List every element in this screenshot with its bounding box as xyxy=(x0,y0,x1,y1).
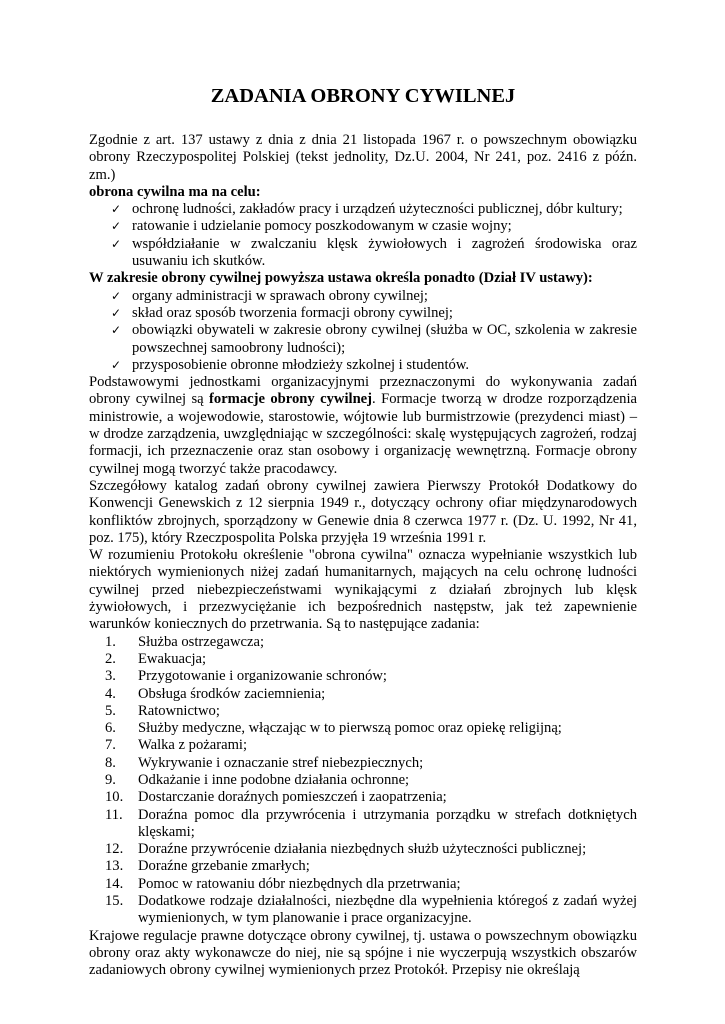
list-item: 13. Doraźne grzebanie zmarłych; xyxy=(105,858,310,875)
checkmark-icon: ✓ xyxy=(111,219,122,234)
goals-heading: obrona cywilna ma na celu: xyxy=(89,183,261,200)
list-item: 6. Służby medyczne, włączając w to pierwszą pomoc oraz opiekę religijną; xyxy=(105,720,562,737)
list-item: ✓ ochronę ludności, zakładów pracy i urządzeń użyteczności publicznej, dóbr kultury; xyxy=(111,201,623,218)
checkmark-icon: ✓ xyxy=(111,323,122,338)
list-item: ✓ ratowanie i udzielanie pomocy poszkodowanym w czasie wojny; xyxy=(111,218,512,235)
scope-list xyxy=(89,288,637,374)
list-item: 14. Pomoc w ratowaniu dóbr niezbędnych dla przetrwania; xyxy=(105,875,461,892)
checkmark-icon: ✓ xyxy=(111,305,122,320)
closing-paragraph: Krajowe regulacje prawne dotyczące obrony cywilnej, tj. ustawa o powszechnym obowiązku obrony oraz akty wykonawcze do niej, nie są spójne i nie wyczerpują wszystkich obszarów zadaniowych obrony cywilnej wymienionych przez Protokół. Przepisy nie określają xyxy=(89,927,637,979)
list-item: 11. Doraźna pomoc dla przywrócenia i utrzymania porządku w strefach dotkniętych klęskami; xyxy=(105,806,637,840)
list-item: ✓ skład oraz sposób tworzenia formacji obrony cywilnej; xyxy=(111,304,453,321)
list-item: ✓ organy administracji w sprawach obrony cywilnej; xyxy=(111,287,428,304)
list-item: ✓ współdziałanie w zwalczaniu klęsk żywiołowych i zagrożeń środowiska oraz usuwaniu ich skutków. xyxy=(111,235,637,270)
list-item: 3. Przygotowanie i organizowanie schronów; xyxy=(105,668,387,685)
list-item: 7. Walka z pożarami; xyxy=(105,737,248,754)
scope-heading: W zakresie obrony cywilnej powyższa ustawa określa ponadto (Dział IV ustawy): xyxy=(89,270,593,287)
units-paragraph: Podstawowymi jednostkami organizacyjnymi przeznaczonymi do wykonywania zadań obrony cywilnej są formacje obrony cywilnej. Formacje tworzą w drodze rozporządzenia ministrowie, a wojewodowie, starostowie, wójtowie lub burmistrzowie (prezydenci miast) – w drodze zarządzenia, uwzględniając w szczególności: skalę występujących zagrożeń, rodzaj formacji, ich przeznaczenie oraz stan osobowy i organizację wewnętrzną. Formacje obrony cywilnej mogą tworzyć także pracodawcy. xyxy=(89,374,638,477)
list-item: 15. Dodatkowe rodzaje działalności, niezbędne dla wypełnienia któregoś z zadań wyżej wymienionych, w tym planowanie i prace organizacyjne. xyxy=(105,893,637,927)
list-item: 9. Odkażanie i inne podobne działania ochronne; xyxy=(105,771,410,788)
checkmark-icon: ✓ xyxy=(111,202,122,217)
list-item: ✓ obowiązki obywateli w zakresie obrony cywilnej (służba w OC, szkolenia w zakresie powszechnej samoobrony ludności); xyxy=(111,322,637,356)
intro-paragraph: Zgodnie z art. 137 ustawy z dnia z dnia 21 listopada 1967 r. o powszechnym obowiązku obrony Rzeczypospolitej Polskiej (tekst jednolity, Dz.U. 2004, Nr 241, poz. 2416 z późn. zm.) xyxy=(89,132,637,183)
document-title: ZADANIA OBRONY CYWILNEJ xyxy=(210,85,516,107)
checkmark-icon: ✓ xyxy=(111,288,122,303)
list-item: 12. Doraźne przywrócenie działania niezbędnych służb użyteczności publicznej; xyxy=(105,841,587,858)
checkmark-icon: ✓ xyxy=(111,236,122,251)
checkmark-icon: ✓ xyxy=(111,357,122,372)
goals-list xyxy=(89,201,637,270)
list-item: 2. Ewakuacja; xyxy=(105,650,207,667)
list-item: 4. Obsługa środków zaciemnienia; xyxy=(105,685,326,702)
tasks-list xyxy=(89,634,637,928)
protocol-paragraph: W rozumieniu Protokołu określenie "obrona cywilna" oznacza wypełnianie wszystkich lub niektórych wymienionych niżej zadań humanitarnych, mających na celu ochronę ludności cywilnej przed niebezpieczeństwami wynikającymi z działań zbrojnych lub klęsk żywiołowych, i przezwyciężanie ich bezpośrednich następstw, jak też zapewnienie warunków koniecznych do przetrwania. Są to następujące zadania: xyxy=(89,547,637,633)
units-bold-term: formacje obrony cywilnej xyxy=(209,391,373,408)
list-item: 10. Dostarczanie doraźnych pomieszczeń i zaopatrzenia; xyxy=(105,789,447,806)
catalog-paragraph: Szczegółowy katalog zadań obrony cywilnej zawiera Pierwszy Protokół Dodatkowy do Konwencji Genewskich z 12 sierpnia 1949 r., dotyczący ochrony ofiar międzynarodowych konfliktów zbrojnych, sporządzony w Genewie dnia 8 czerwca 1977 r. (Dz. U. 1992, Nr 41, poz. 175), który Rzeczpospolita Polska przyjęła 19 września 1991 r. xyxy=(89,477,637,546)
list-item: 8. Wykrywanie i oznaczanie stref niebezpiecznych; xyxy=(105,754,424,771)
list-item: ✓ przysposobienie obronne młodzieży szkolnej i studentów. xyxy=(111,356,470,373)
list-item: 5. Ratownictwo; xyxy=(105,702,220,719)
list-item: 1. Służba ostrzegawcza; xyxy=(105,633,265,650)
